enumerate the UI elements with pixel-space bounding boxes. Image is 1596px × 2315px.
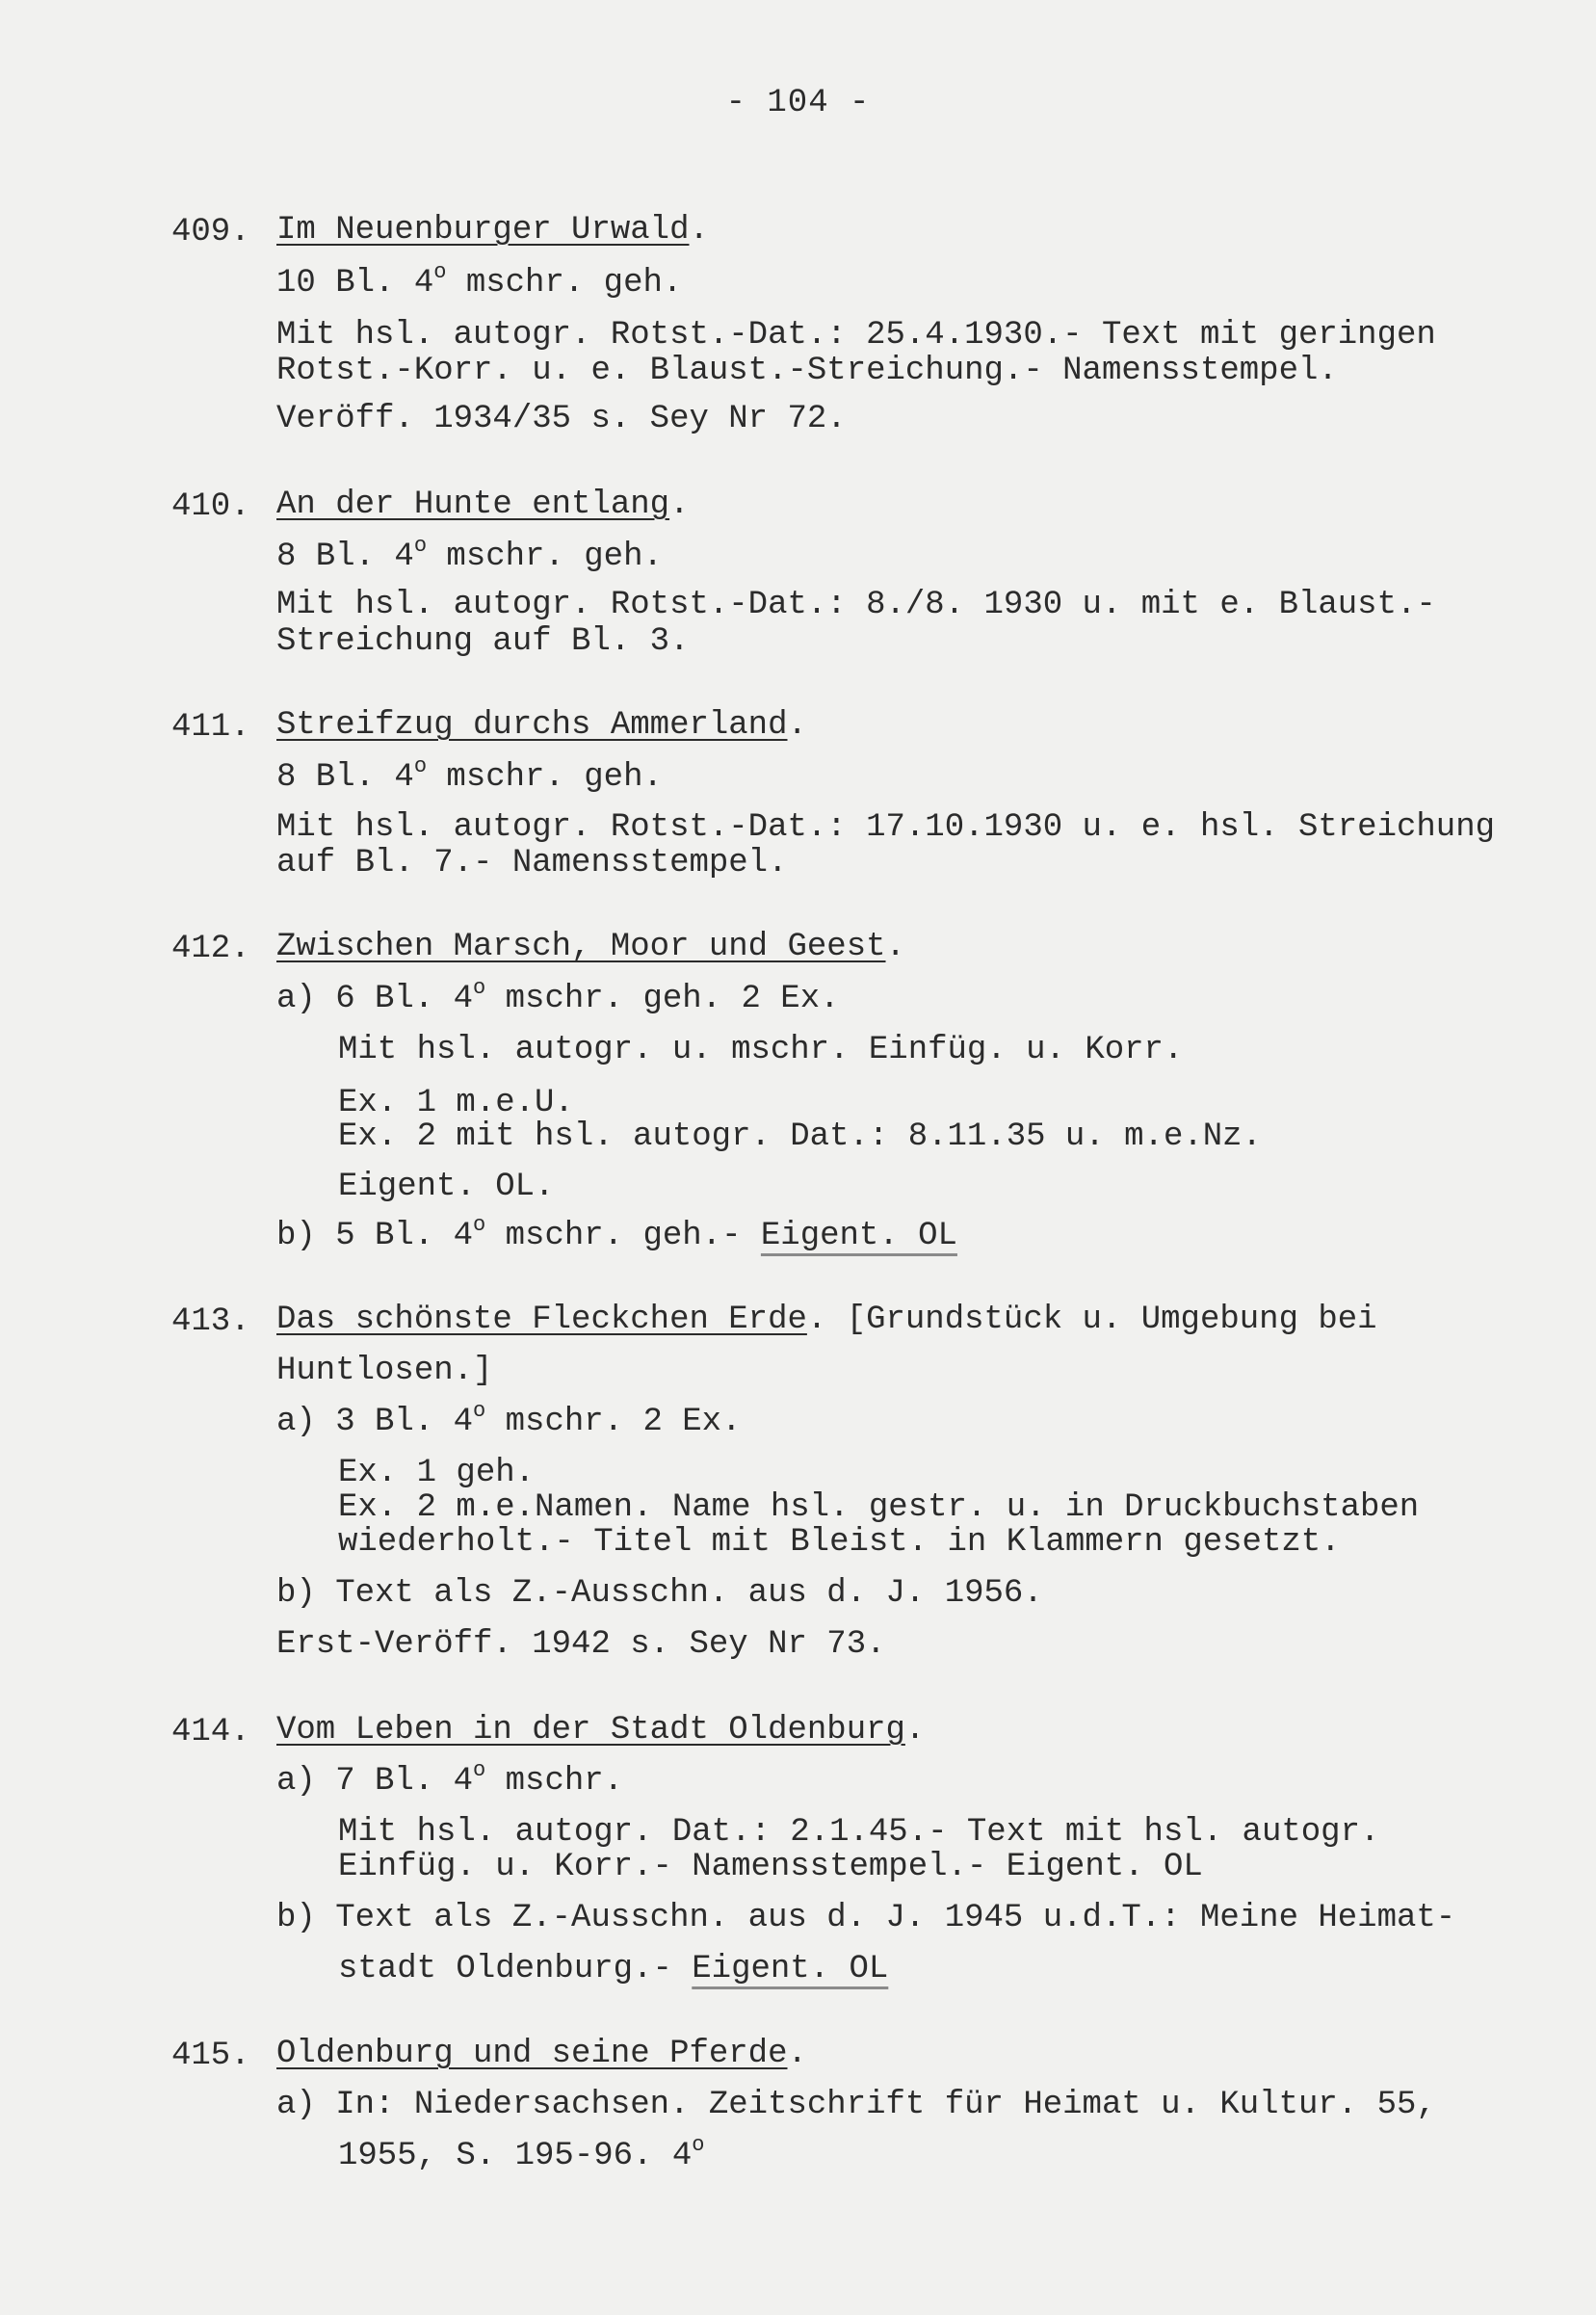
entry-format-a: a) 6 Bl. 4$^o$ mschr. geh. 2 Ex.: [276, 976, 840, 1017]
entry-number: 413.: [171, 1303, 250, 1340]
entry-format-a-cont: 1955, S. 195-96. 4$^o$: [338, 2133, 705, 2174]
entry-title: An der Hunte entlang: [276, 487, 670, 523]
page-number: - 104 -: [725, 85, 871, 121]
entry-note: Mit hsl. autogr. Rotst.-Dat.: 8./8. 1930 u. mit e. Blaust.-: [276, 587, 1436, 623]
entry-number: 410.: [171, 488, 250, 525]
entry-note: Mit hsl. autogr. Rotst.-Dat.: 17.10.1930 u. e. hsl. Streichung: [276, 809, 1496, 846]
entry-note: Ex. 1 geh.: [338, 1455, 536, 1491]
ownership-mark: Eigent. OL: [760, 1218, 957, 1254]
entry-format: 10 Bl. 4$^o$ mschr. geh.: [276, 260, 683, 302]
entry-note: Eigent. OL.: [338, 1169, 555, 1205]
entry-format: 8 Bl. 4$^o$ mschr. geh.: [276, 534, 663, 575]
entry-title-line: Vom Leben in der Stadt Oldenburg.: [276, 1712, 926, 1749]
entry-title: Zwischen Marsch, Moor und Geest: [276, 929, 886, 965]
entry-title-line: Oldenburg und seine Pferde.: [276, 2036, 807, 2072]
entry-title: Im Neuenburger Urwald: [276, 212, 690, 249]
entry-format-b: b) Text als Z.-Ausschn. aus d. J. 1945 u.d.T.: Meine Heimat-: [276, 1900, 1456, 1936]
entry-format-a: a) 3 Bl. 4$^o$ mschr. 2 Ex.: [276, 1399, 742, 1440]
entry-note: wiederholt.- Titel mit Bleist. in Klammern gesetzt.: [338, 1524, 1341, 1561]
entry-format-b: b) Text als Z.-Ausschn. aus d. J. 1956.: [276, 1575, 1043, 1612]
entry-title-line: Im Neuenburger Urwald.: [276, 212, 709, 249]
entry-title: Das schönste Fleckchen Erde: [276, 1302, 807, 1338]
entry-note: Einfüg. u. Korr.- Namensstempel.- Eigent. OL: [338, 1849, 1203, 1885]
entry-note: Rotst.-Korr. u. e. Blaust.-Streichung.- Namensstempel.: [276, 353, 1338, 389]
entry-title: Oldenburg und seine Pferde: [276, 2036, 788, 2072]
entry-note: auf Bl. 7.- Namensstempel.: [276, 845, 788, 881]
entry-number: 409.: [171, 214, 250, 250]
entry-format-b-cont: stadt Oldenburg.- Eigent. OL: [338, 1951, 889, 1987]
entry-number: 412.: [171, 931, 250, 967]
entry-note: Erst-Veröff. 1942 s. Sey Nr 73.: [276, 1626, 886, 1663]
entry-note: Ex. 2 mit hsl. autogr. Dat.: 8.11.35 u. m.e.Nz.: [338, 1118, 1262, 1155]
entry-note: Streichung auf Bl. 3.: [276, 623, 690, 660]
entry-note: Ex. 2 m.e.Namen. Name hsl. gestr. u. in Druckbuchstaben: [338, 1489, 1420, 1526]
entry-format-a: a) In: Niedersachsen. Zeitschrift für Heimat u. Kultur. 55,: [276, 2087, 1436, 2123]
entry-title-line: An der Hunte entlang.: [276, 487, 690, 523]
ownership-mark: Eigent. OL: [692, 1951, 889, 1987]
entry-number: 411.: [171, 709, 250, 746]
entry-note: Veröff. 1934/35 s. Sey Nr 72.: [276, 401, 847, 437]
entry-number: 414.: [171, 1714, 250, 1750]
entry-title-line: Das schönste Fleckchen Erde. [Grundstück u. Umgebung bei: [276, 1302, 1377, 1338]
entry-title: Streifzug durchs Ammerland: [276, 707, 788, 744]
entry-number: 415.: [171, 2038, 250, 2074]
entry-format: 8 Bl. 4$^o$ mschr. geh.: [276, 754, 663, 796]
entry-note: Mit hsl. autogr. Dat.: 2.1.45.- Text mit hsl. autogr.: [338, 1814, 1380, 1851]
entry-note: Mit hsl. autogr. Rotst.-Dat.: 25.4.1930.- Text mit geringen: [276, 317, 1436, 354]
entry-note: Mit hsl. autogr. u. mschr. Einfüg. u. Korr.: [338, 1032, 1184, 1068]
entry-format-a: a) 7 Bl. 4$^o$ mschr.: [276, 1758, 624, 1800]
entry-title: Vom Leben in der Stadt Oldenburg: [276, 1712, 905, 1749]
entry-title-line: Streifzug durchs Ammerland.: [276, 707, 807, 744]
entry-format-b: b) 5 Bl. 4$^o$ mschr. geh.- Eigent. OL: [276, 1213, 957, 1254]
entry-title-line: Zwischen Marsch, Moor und Geest.: [276, 929, 905, 965]
entry-title-continued: Huntlosen.]: [276, 1353, 493, 1389]
entry-note: Ex. 1 m.e.U.: [338, 1085, 574, 1121]
